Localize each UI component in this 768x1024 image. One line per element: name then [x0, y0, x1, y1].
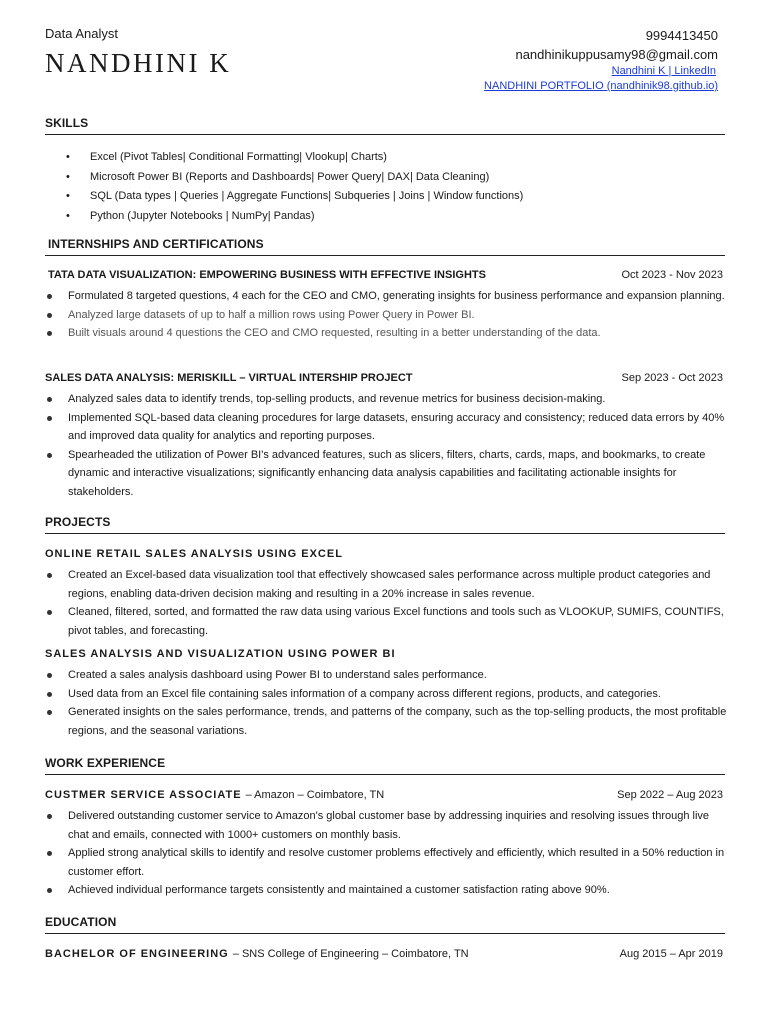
project-entry [45, 648, 728, 740]
work-date: Sep 2022 – Aug 2023 [617, 789, 723, 801]
work-bullets [45, 807, 728, 900]
project-bullets [45, 666, 728, 740]
skill-item: • Excel (Pivot Tables| Conditional Formatting| Vlookup| Charts) [66, 148, 523, 168]
bullet-item: Achieved individual performance targets consistently and maintained a customer satisfaction rating above 90%. [45, 881, 728, 900]
education-date: Aug 2015 – Apr 2019 [619, 948, 723, 960]
work-detail: – Amazon – Coimbatore, TN [245, 789, 385, 801]
internship-date: Oct 2023 - Nov 2023 [621, 269, 723, 281]
project-title: SALES ANALYSIS AND VISUALIZATION USING POWER BI [45, 648, 396, 660]
degree-title: BACHELOR OF ENGINEERING [45, 948, 229, 960]
bullet-item: Spearheaded the utilization of Power BI's advanced features, such as slicers, filters, charts, cards, maps, and bookmarks, to create dynamic and interactive visualizations; significantly enhancing data analysis capabilities and facilitating actionable insights for stakeholders. [45, 446, 728, 502]
contact-block [484, 26, 718, 94]
internship-entry [45, 269, 728, 343]
portfolio-link[interactable]: NANDHINI PORTFOLIO (nandhinik98.github.io) [484, 80, 718, 92]
internship-bullets [45, 287, 728, 343]
bullet-item: Generated insights on the sales performance, trends, and patterns of the company, such as the top-selling products, the most profitable regions, and the seasonal variations. [45, 703, 728, 740]
work-heading: WORK EXPERIENCE [45, 756, 725, 775]
education-entry [45, 948, 728, 966]
work-title: CUSTMER SERVICE ASSOCIATE [45, 789, 242, 801]
bullet-item: Created an Excel-based data visualization tool that effectively showcased sales performance across multiple product categories and regions, enabling data-driven decision making and resulting in a 20% increase in sales revenue. [45, 566, 728, 603]
bullet-item: Implemented SQL-based data cleaning procedures for large datasets, ensuring accuracy and consistency; reduced data errors by 40% and improved data quality for analytics and reporting purposes. [45, 409, 728, 446]
linkedin-link[interactable]: Nandhini K | LinkedIn [611, 65, 716, 77]
project-title: ONLINE RETAIL SALES ANALYSIS USING EXCEL [45, 548, 343, 560]
job-role: Data Analyst [45, 26, 118, 41]
bullet-item: Created a sales analysis dashboard using Power BI to understand sales performance. [45, 666, 728, 685]
project-bullets [45, 566, 728, 640]
internship-date: Sep 2023 - Oct 2023 [621, 372, 723, 384]
bullet-item: Cleaned, filtered, sorted, and formatted the raw data using various Excel functions and tools such as VLOOKUP, SUMIFS, COUNTIFS, pivot tables, and forecasting. [45, 603, 728, 640]
skills-list [66, 148, 523, 226]
bullet-item: Delivered outstanding customer service to Amazon's global customer base by addressing inquiries and resolving issues through live chat and emails, connected with 1000+ customers on monthly basis. [45, 807, 728, 844]
bullet-item: Analyzed sales data to identify trends, top-selling products, and revenue metrics for business decision-making. [45, 390, 728, 409]
work-entry [45, 789, 728, 900]
education-detail: – SNS College of Engineering – Coimbatore, TN [232, 948, 469, 960]
email-address: nandhinikuppusamy98@gmail.com [515, 47, 718, 62]
skill-item: • Microsoft Power BI (Reports and Dashboards| Power Query| DAX| Data Cleaning) [66, 168, 523, 188]
skills-heading: SKILLS [45, 116, 725, 135]
candidate-name: NANDHINI K [45, 48, 232, 78]
bullet-item: Applied strong analytical skills to identify and resolve customer problems effectively and efficiently, which resulted in a 50% reduction in customer effort. [45, 844, 728, 881]
bullet-item: Formulated 8 targeted questions, 4 each for the CEO and CMO, generating insights for business performance and expansion planning. [45, 287, 728, 306]
internships-heading: INTERNSHIPS AND CERTIFICATIONS [45, 237, 725, 256]
bullet-item: Used data from an Excel file containing sales information of a company across different regions, products, and categories. [45, 685, 728, 704]
skill-item: • Python (Jupyter Notebooks | NumPy| Pandas) [66, 207, 523, 227]
projects-heading: PROJECTS [45, 515, 725, 534]
bullet-item: Analyzed large datasets of up to half a million rows using Power Query in Power BI. [45, 306, 728, 325]
skill-item: • SQL (Data types | Queries | Aggregate Functions| Subqueries | Joins | Window functions) [66, 187, 523, 207]
bullet-item: Built visuals around 4 questions the CEO and CMO requested, resulting in a better understanding of the data. [45, 324, 728, 343]
internship-entry [45, 372, 728, 501]
project-entry [45, 548, 728, 640]
internship-title: TATA DATA VISUALIZATION: EMPOWERING BUSINESS WITH EFFECTIVE INSIGHTS [48, 269, 486, 281]
phone-number: 9994413450 [645, 28, 718, 43]
education-heading: EDUCATION [45, 915, 725, 934]
internship-bullets [45, 390, 728, 501]
internship-title: SALES DATA ANALYSIS: MERISKILL – VIRTUAL INTERSHIP PROJECT [45, 372, 413, 384]
